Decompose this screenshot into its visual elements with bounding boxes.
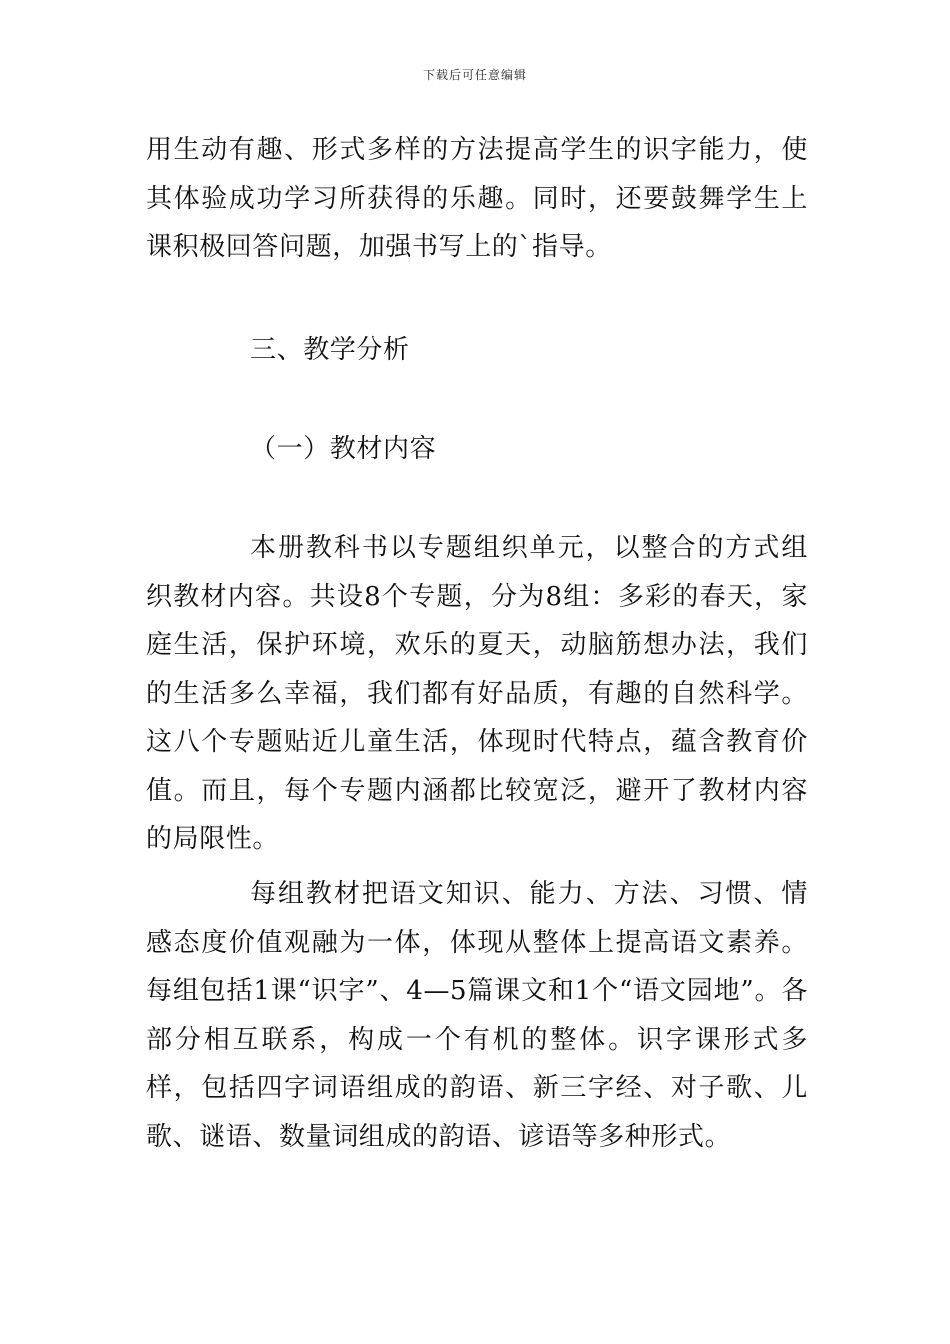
intro-paragraph: 用生动有趣、形式多样的方法提高学生的识字能力，使其体验成功学习所获得的乐趣。同时，还要鼓舞学生上课积极回答问题，加强书写上的`指导。 — [146, 135, 808, 262]
subsection-heading: （一）教材内容 — [250, 434, 437, 464]
groups-paragraph: 每组教材把语文知识、能力、方法、习惯、情感态度价值观融为一体，体现从整体上提高语文素养。每组包括1课“识字”、4—5篇课文和1个“语文园地”。各部分相互联系，构成一个有机的整体。识字课形式多样，包括四字词语组成的韵语、新三字经、对子歌、儿歌、谜语、数量词组成的韵语、谚语等多种形式。 — [146, 879, 808, 1152]
section-heading: 三、教学分析 — [250, 335, 410, 365]
materials-paragraph: 本册教科书以专题组织单元，以整合的方式组织教材内容。共设8个专题，分为8组：多彩的春天，家庭生活，保护环境，欢乐的夏天，动脑筋想办法，我们的生活多么幸福，我们都有好品质，有趣的自然科学。这八个专题贴近儿童生活，体现时代特点，蕴含教育价值。而且，每个专题内涵都比较宽泛，避开了教材内容的局限性。 — [146, 533, 808, 854]
page-header-note: 下载后可任意编辑 — [422, 68, 527, 82]
